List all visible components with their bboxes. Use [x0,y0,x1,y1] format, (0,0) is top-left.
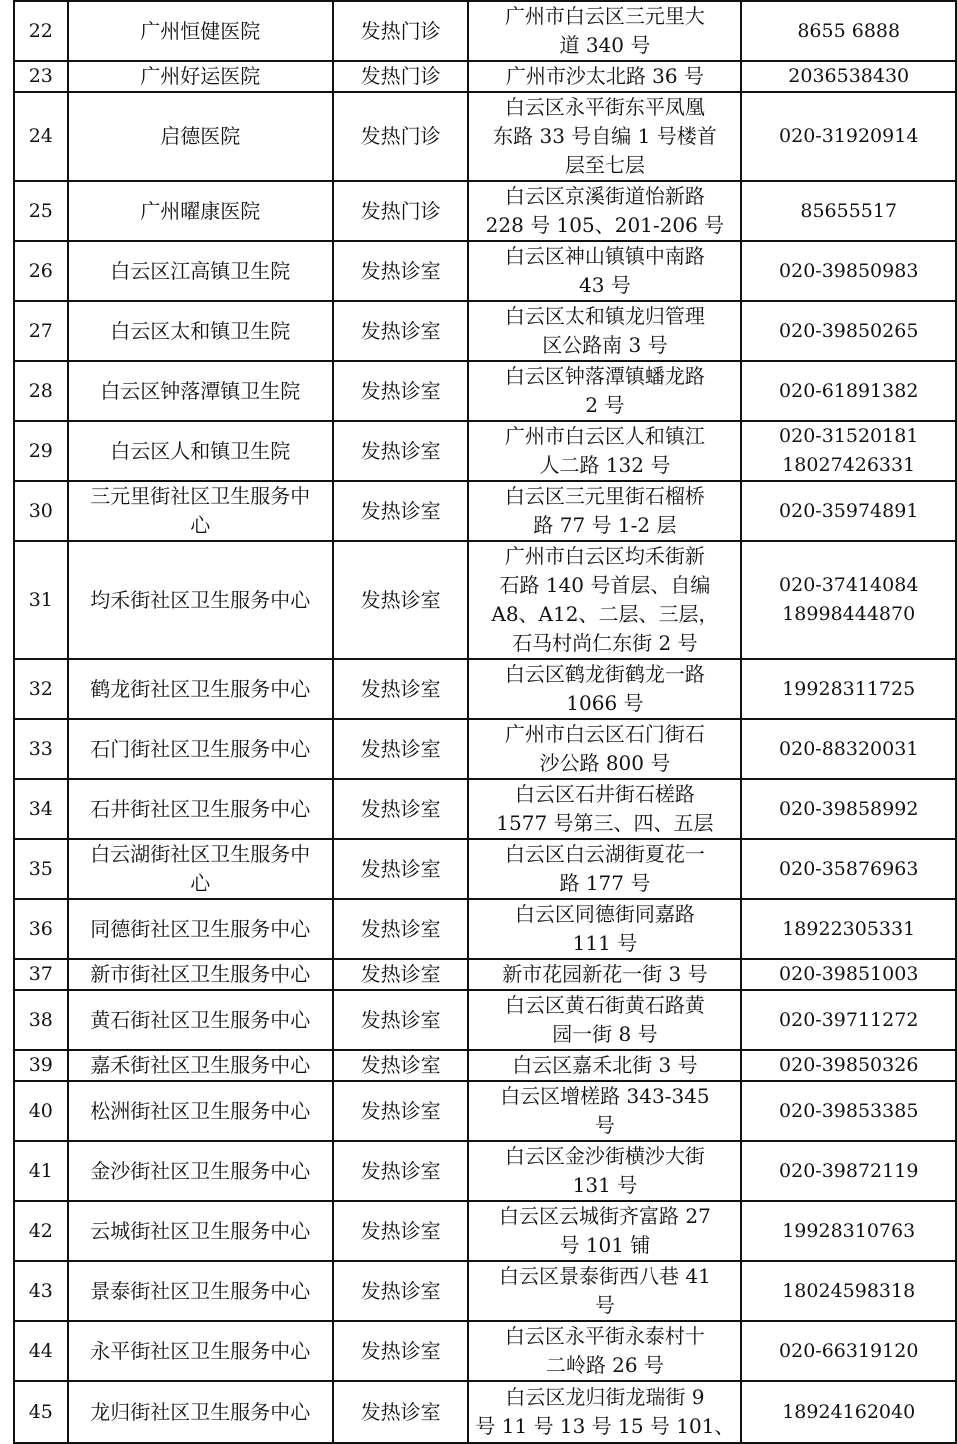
phone-line: 020-35876963 [779,857,919,880]
phone-line: 2036538430 [788,65,910,87]
row-number: 44 [14,1321,68,1381]
phone [741,779,956,839]
address-line: 白云区三元里街石榴桥 [504,484,705,508]
row-number: 35 [14,839,68,899]
phone-line: 18924162040 [782,1400,916,1423]
facility-name-line: 龙归街社区卫生服务中心 [90,1399,311,1424]
phone-line: 8655 6888 [797,19,901,42]
facility-name-line: 永平街社区卫生服务中心 [90,1338,311,1363]
address-line: 白云区同德街同嘉路 [514,902,695,926]
phone-line: 020-39850983 [779,259,919,282]
address [468,839,741,899]
row-number: 39 [14,1050,68,1081]
table-row [14,541,956,659]
phone [741,1261,956,1321]
address-line: 人二路 132 号 [539,453,671,477]
table-row [14,421,956,481]
address-line: 沙公路 800 号 [539,751,671,775]
table-row [14,839,956,899]
address-line: 白云区钟落潭镇蟠龙路 [504,364,705,388]
address-line: 白云区神山镇镇中南路 [504,244,705,268]
phone-line: 020-39851003 [779,963,919,985]
phone-line: 18027426331 [782,454,916,476]
address [468,1050,741,1081]
phone [741,959,956,990]
clinic-type: 发热诊室 [333,1381,469,1443]
table-row [14,481,956,541]
address-line: 广州市白云区三元里大 [504,4,705,28]
facility-name-line: 心 [190,513,211,537]
phone [741,481,956,541]
clinic-type: 发热门诊 [333,1,469,61]
address-line: 白云区永平街东平凤凰 [504,95,705,119]
facility-name-line: 同德街社区卫生服务中心 [90,916,311,941]
address [468,1321,741,1381]
address-line: 号 [594,1293,615,1317]
address-line: 白云区鹤龙街鹤龙一路 [504,662,705,686]
address [468,421,741,481]
table-row [14,1201,956,1261]
row-number: 37 [14,959,68,990]
facility-name [68,1050,333,1081]
facility-name [68,779,333,839]
address-line: 石马村尚仁东街 2 号 [512,631,698,655]
row-number: 31 [14,541,68,659]
table-row [14,990,956,1050]
table-row [14,181,956,241]
address-line: 广州市白云区石门街石 [504,722,705,746]
phone-line: 020-88320031 [779,737,919,760]
facility-name [68,1,333,61]
facility-name [68,181,333,241]
row-number: 43 [14,1261,68,1321]
facility-name [68,241,333,301]
phone-line: 020-61891382 [779,379,919,402]
facility-name-line: 黄石街社区卫生服务中心 [90,1007,311,1032]
phone [741,1321,956,1381]
address-line: 白云区金沙街横沙大街 [504,1144,705,1168]
clinic-type: 发热诊室 [333,301,469,361]
address-line: 111 号 [572,931,638,955]
phone [741,1141,956,1201]
address-line: 白云区云城街齐富路 27 [499,1204,711,1228]
address-line: 层至七层 [564,153,645,177]
table-row [14,361,956,421]
row-number: 30 [14,481,68,541]
phone [741,361,956,421]
address-line: 新市花园新花一街 3 号 [502,962,708,986]
address-line: 1577 号第三、四、五层 [496,811,714,835]
phone-line: 020-39872119 [779,1159,919,1182]
address [468,61,741,92]
phone-line: 020-39858992 [779,797,919,820]
address [468,779,741,839]
address-line: 路 177 号 [559,871,651,895]
facility-name [68,1381,333,1443]
facility-name [68,541,333,659]
address-line: 二岭路 26 号 [545,1353,664,1377]
address [468,1261,741,1321]
address-line: 广州市沙太北路 36 号 [505,64,704,88]
phone-line: 020-39711272 [779,1008,919,1031]
address-line: 白云区石井街石槎路 [514,782,695,806]
phone-line: 19928311725 [782,677,916,700]
phone [741,1050,956,1081]
address [468,1381,741,1443]
address [468,990,741,1050]
address-line: 白云区增槎路 343-345 [500,1084,710,1108]
facility-name [68,719,333,779]
clinic-type: 发热诊室 [333,481,469,541]
facility-name [68,92,333,181]
phone-line: 020-39850326 [779,1054,919,1076]
table-row [14,1050,956,1081]
address-line: 园一街 8 号 [552,1022,658,1046]
phone-line: 19928310763 [782,1219,916,1242]
address-line: A8、A12、二层、三层， [491,602,719,626]
clinic-type: 发热诊室 [333,361,469,421]
facility-name-line: 新市街社区卫生服务中心 [90,962,311,986]
address-line: 白云区白云湖街夏花一 [504,842,705,866]
table-row [14,1141,956,1201]
facility-name [68,990,333,1050]
clinic-type: 发热门诊 [333,181,469,241]
phone [741,301,956,361]
row-number: 33 [14,719,68,779]
address-line: 白云区京溪街道怡新路 [504,184,705,208]
facility-name-line: 嘉禾街社区卫生服务中心 [90,1053,311,1077]
address-line: 白云区黄石街黄石路黄 [504,993,705,1017]
clinic-type: 发热诊室 [333,1201,469,1261]
phone [741,1081,956,1141]
phone [741,1381,956,1443]
row-number: 42 [14,1201,68,1261]
facility-name-line: 白云湖街社区卫生服务中 [90,842,311,866]
facility-name-line: 云城街社区卫生服务中心 [90,1218,311,1243]
phone [741,990,956,1050]
facility-name [68,361,333,421]
facility-name-line: 心 [190,871,211,895]
table-row [14,1,956,61]
address [468,481,741,541]
phone [741,181,956,241]
clinic-type: 发热门诊 [333,92,469,181]
facility-name [68,1321,333,1381]
clinic-type: 发热诊室 [333,541,469,659]
facility-name-line: 景泰街社区卫生服务中心 [90,1278,311,1303]
phone [741,421,956,481]
row-number: 28 [14,361,68,421]
row-number: 25 [14,181,68,241]
address [468,899,741,959]
fever-clinic-table [13,0,957,1444]
phone-line: 020-37414084 [779,574,919,596]
address [468,301,741,361]
facility-name-line: 石井街社区卫生服务中心 [90,796,311,821]
table-row [14,61,956,92]
facility-name [68,301,333,361]
clinic-type: 发热诊室 [333,779,469,839]
address-line: 2 号 [585,393,625,417]
clinic-type: 发热诊室 [333,839,469,899]
phone-line: 18998444870 [782,603,916,625]
facility-name-line: 白云区江高镇卫生院 [110,258,291,283]
address-line: 号 101 铺 [559,1233,651,1257]
facility-name [68,959,333,990]
table-row [14,659,956,719]
phone [741,1201,956,1261]
facility-name-line: 鹤龙街社区卫生服务中心 [90,676,311,701]
address [468,1141,741,1201]
facility-name [68,1201,333,1261]
clinic-type: 发热诊室 [333,1081,469,1141]
address [468,1201,741,1261]
clinic-type: 发热诊室 [333,1261,469,1321]
phone [741,61,956,92]
clinic-type: 发热诊室 [333,719,469,779]
phone-line: 020-35974891 [779,499,919,522]
row-number: 38 [14,990,68,1050]
address [468,92,741,181]
phone [741,241,956,301]
address-line: 路 77 号 1-2 层 [533,513,677,537]
address-line: 东路 33 号自编 1 号楼首 [493,124,717,148]
table-row [14,1381,956,1443]
address-line: 白云区龙归街龙瑞街 9 [505,1385,705,1409]
facility-name [68,899,333,959]
phone-line: 020-31920914 [779,125,919,147]
facility-name-line: 启德医院 [160,124,241,148]
address-line: 228 号 105、201-206 号 [485,213,725,237]
facility-name [68,61,333,92]
facility-name [68,1261,333,1321]
address-line: 广州市白云区均禾街新 [504,544,705,568]
address [468,241,741,301]
phone-line: 18024598318 [782,1279,916,1302]
phone [741,1,956,61]
address-line: 道 340 号 [559,33,651,57]
address-line: 号 [594,1113,615,1137]
clinic-type: 发热诊室 [333,899,469,959]
table-row [14,301,956,361]
row-number: 40 [14,1081,68,1141]
facility-name-line: 石门街社区卫生服务中心 [90,736,311,761]
table-row [14,959,956,990]
row-number: 22 [14,1,68,61]
phone [741,899,956,959]
phone-line: 020-39850265 [779,319,919,342]
facility-name [68,659,333,719]
address [468,181,741,241]
address [468,959,741,990]
facility-name [68,1081,333,1141]
facility-name-line: 白云区人和镇卫生院 [110,438,291,463]
facility-name [68,481,333,541]
table-row [14,92,956,181]
address-line: 号 11 号 13 号 15 号 101、 [475,1414,735,1438]
address-line: 白云区太和镇龙归管理 [504,304,705,328]
facility-name-line: 白云区钟落潭镇卫生院 [100,378,301,403]
phone [741,541,956,659]
row-number: 45 [14,1381,68,1443]
facility-name-line: 松洲街社区卫生服务中心 [90,1098,311,1123]
address-line: 43 号 [579,273,631,297]
address-line: 白云区永平街永泰村十 [504,1324,705,1348]
table-row [14,779,956,839]
address-line: 广州市白云区人和镇江 [504,424,705,448]
row-number: 24 [14,92,68,181]
address [468,719,741,779]
row-number: 32 [14,659,68,719]
table-row [14,1261,956,1321]
row-number: 27 [14,301,68,361]
facility-name [68,1141,333,1201]
facility-name-line: 均禾街社区卫生服务中心 [90,587,311,612]
address-line: 石路 140 号首层、自编 [499,573,711,597]
address-line: 1066 号 [566,691,644,715]
row-number: 41 [14,1141,68,1201]
address [468,541,741,659]
row-number: 29 [14,421,68,481]
clinic-type: 发热诊室 [333,1321,469,1381]
row-number: 23 [14,61,68,92]
facility-name-line: 广州曜康医院 [140,198,261,223]
phone-line: 18922305331 [782,917,916,940]
address-line: 区公路南 3 号 [542,333,668,357]
address-line: 白云区景泰街西八巷 41 [499,1264,711,1288]
table-row [14,241,956,301]
phone [741,92,956,181]
facility-name-line: 三元里街社区卫生服务中 [90,484,311,508]
facility-name-line: 白云区太和镇卫生院 [110,318,291,343]
clinic-type: 发热诊室 [333,959,469,990]
table-row [14,1321,956,1381]
address-line: 131 号 [572,1173,638,1197]
facility-name-line: 金沙街社区卫生服务中心 [90,1158,311,1183]
facility-name-line: 广州好运医院 [140,64,261,88]
facility-name [68,421,333,481]
address [468,659,741,719]
row-number: 34 [14,779,68,839]
row-number: 26 [14,241,68,301]
clinic-type: 发热诊室 [333,1050,469,1081]
clinic-type: 发热诊室 [333,421,469,481]
table-row [14,719,956,779]
phone [741,839,956,899]
phone-line: 020-39853385 [779,1099,919,1122]
table-row [14,899,956,959]
table-row [14,1081,956,1141]
address-line: 白云区嘉禾北街 3 号 [512,1053,698,1077]
phone [741,659,956,719]
address [468,361,741,421]
phone [741,719,956,779]
address [468,1081,741,1141]
phone-line: 020-66319120 [779,1339,919,1362]
address [468,1,741,61]
clinic-type: 发热诊室 [333,659,469,719]
phone-line: 020-31520181 [779,425,919,447]
facility-name [68,839,333,899]
phone-line: 85655517 [800,199,898,222]
table-body [14,1,956,1443]
clinic-type: 发热门诊 [333,61,469,92]
row-number: 36 [14,899,68,959]
facility-name-line: 广州恒健医院 [140,18,261,43]
clinic-type: 发热诊室 [333,241,469,301]
clinic-type: 发热诊室 [333,1141,469,1201]
clinic-type: 发热诊室 [333,990,469,1050]
